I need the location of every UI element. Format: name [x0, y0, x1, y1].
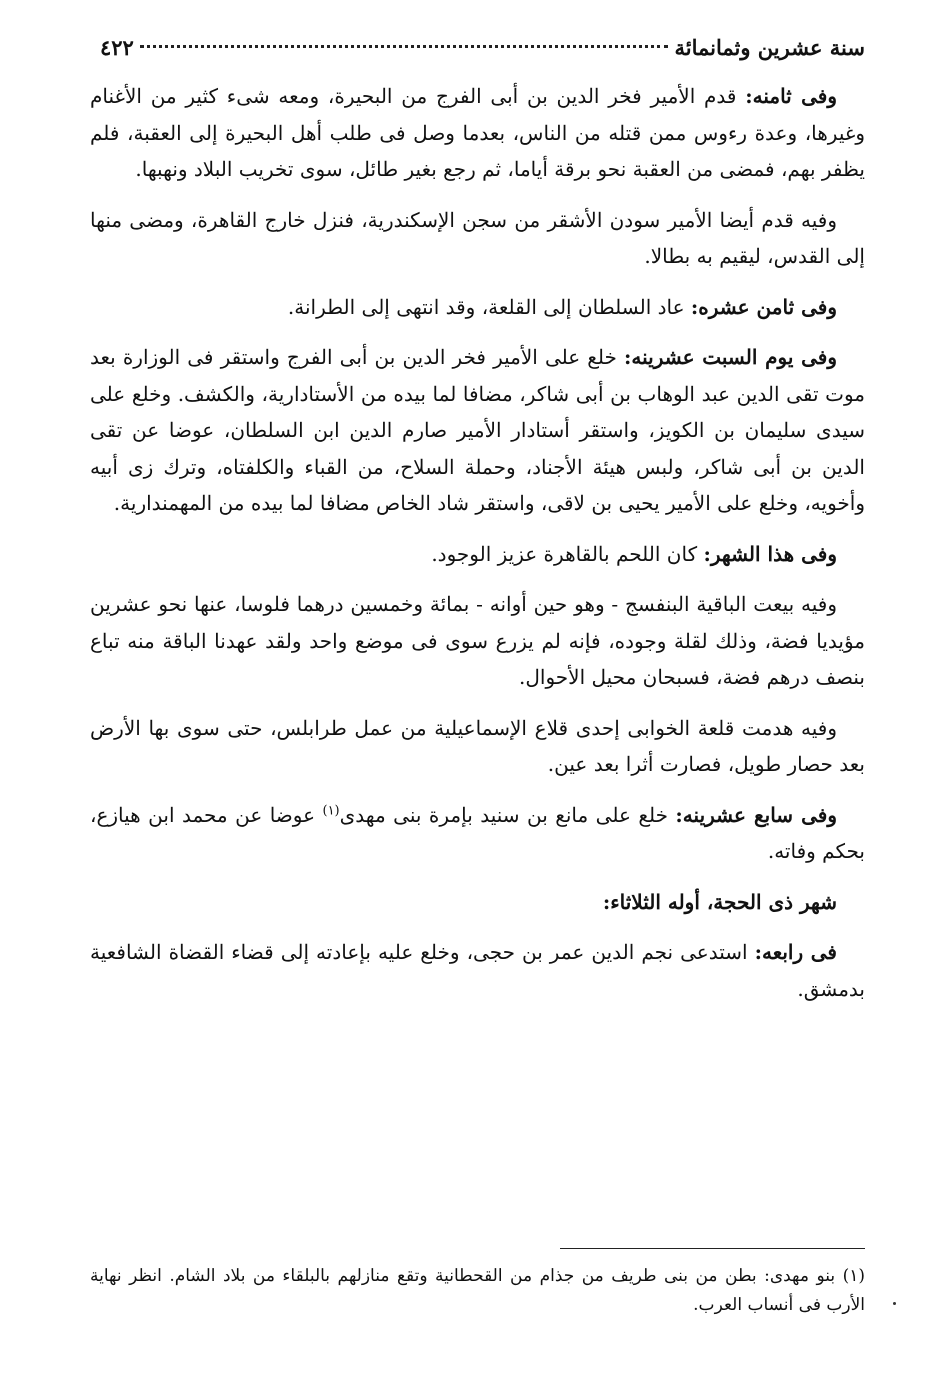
paragraph-lead: وفى سابع عشرينه:: [675, 802, 837, 827]
paragraph-lead: وفى يوم السبت عشرينه:: [624, 345, 837, 369]
paragraph-lead: وفى ثامنه:: [745, 84, 837, 108]
footnote-divider: [560, 1248, 865, 1249]
paragraph: [90, 289, 865, 326]
paragraph-lead: فى رابعه:: [754, 940, 837, 964]
header-dot-leader: [140, 45, 669, 48]
month-heading: شهر ذى الحجة، أوله الثلاثاء:: [602, 889, 837, 914]
book-page: [90, 30, 865, 1360]
paragraph-text: خلع على مانع بن سنيد بإمرة بنى مهدى: [339, 802, 676, 827]
paragraph-text: عاد السلطان إلى القلعة، وقد انتهى إلى الطرانة.: [287, 294, 691, 319]
paragraph: [90, 78, 865, 188]
footnote: (١) بنو مهدى: بطن من بنى طريف من جذام من القحطانية وتقع منازلهم بالبلقاء من بلاد الشام. انظر نهاية الأرب فى أنساب العرب.: [90, 1266, 865, 1315]
paragraph: [90, 202, 865, 275]
paragraph: [90, 536, 865, 573]
paragraph: [90, 934, 865, 1007]
page-number: ٤٢٢: [100, 35, 134, 60]
paragraph: [90, 710, 865, 783]
margin-speck: [893, 1302, 896, 1305]
paragraph-lead: وفى ثامن عشره:: [690, 294, 837, 319]
paragraph-text: كان اللحم بالقاهرة عزيز الوجود.: [431, 541, 704, 566]
paragraph-text-continued: عوضا عن محمد ابن هيازع، بحكم وفاته.: [90, 802, 865, 863]
paragraph: [90, 586, 865, 696]
paragraph: [90, 339, 865, 522]
page-header: [90, 30, 865, 66]
paragraph-text: خلع على الأمير فخر الدين بن أبى الفرج واستقر فى الوزارة بعد موت تقى الدين عبد الوهاب بن أبى شاكر، مضافا لما بيده من الأستادارية، والكشف. وخلع على سيدى سليمان بن الكويز، واستقر أستادار الأمير صارم الدين ابن السلطان، عوضا عن تقى الدين بن أبى شاكر، ولبس هيئة الأجناد، وحملة السلاح، من القباء والكلفتاه، وترك زى أبيه وأخويه، وخلع على الأمير يحيى بن لاقى، واستقر شاد الخاص مضافا لما بيده من المهمندارية.: [90, 345, 865, 515]
paragraph-text: قدم الأمير فخر الدين بن أبى الفرج من البحيرة، ومعه شىء كثير من الأغنام وغيرها، وعدة رءوس ممن قتله من الناس، بعدما وصل فى طلب أهل البحيرة إلى العقبة، فلم يظفر بهم، فمضى من العقبة نحو برقة أياما، ثم رجع بغير طائل، سوى تخريب البلاد ونهبها.: [90, 84, 865, 181]
paragraph-text: استدعى نجم الدين عمر بن حجى، وخلع عليه بإعادته إلى قضاء القضاة الشافعية بدمشق.: [90, 940, 865, 1001]
paragraph: [90, 797, 865, 870]
body-text: [90, 78, 865, 1007]
paragraph-text: وفيه بيعت الباقية البنفسج - وهو حين أوانه - بمائة وخمسين درهما فلوسا، عنها نحو عشرين مؤيديا فضة، وذلك لقلة وجوده، فإنه لم يزرع سوى فى موضع واحد ولقد عهدنا الباقة منه تباع بنصف درهم فضة، فسبحان محيل الأحوال.: [90, 592, 865, 689]
paragraph-text: وفيه قدم أيضا الأمير سودن الأشقر من سجن الإسكندرية، فنزل خارج القاهرة، ومضى منها إلى القدس، ليقيم به بطالا.: [90, 207, 865, 268]
paragraph-text: وفيه هدمت قلعة الخوابى إحدى قلاع الإسماعيلية من عمل طرابلس، حتى سوى بها الأرض بعد حصار طويل، فصارت أثرا بعد عين.: [90, 715, 865, 776]
paragraph-lead: وفى هذا الشهر:: [703, 541, 837, 566]
footnote-reference: (١): [322, 802, 340, 818]
running-title: سنة عشرين وثمانمائة: [674, 35, 865, 60]
